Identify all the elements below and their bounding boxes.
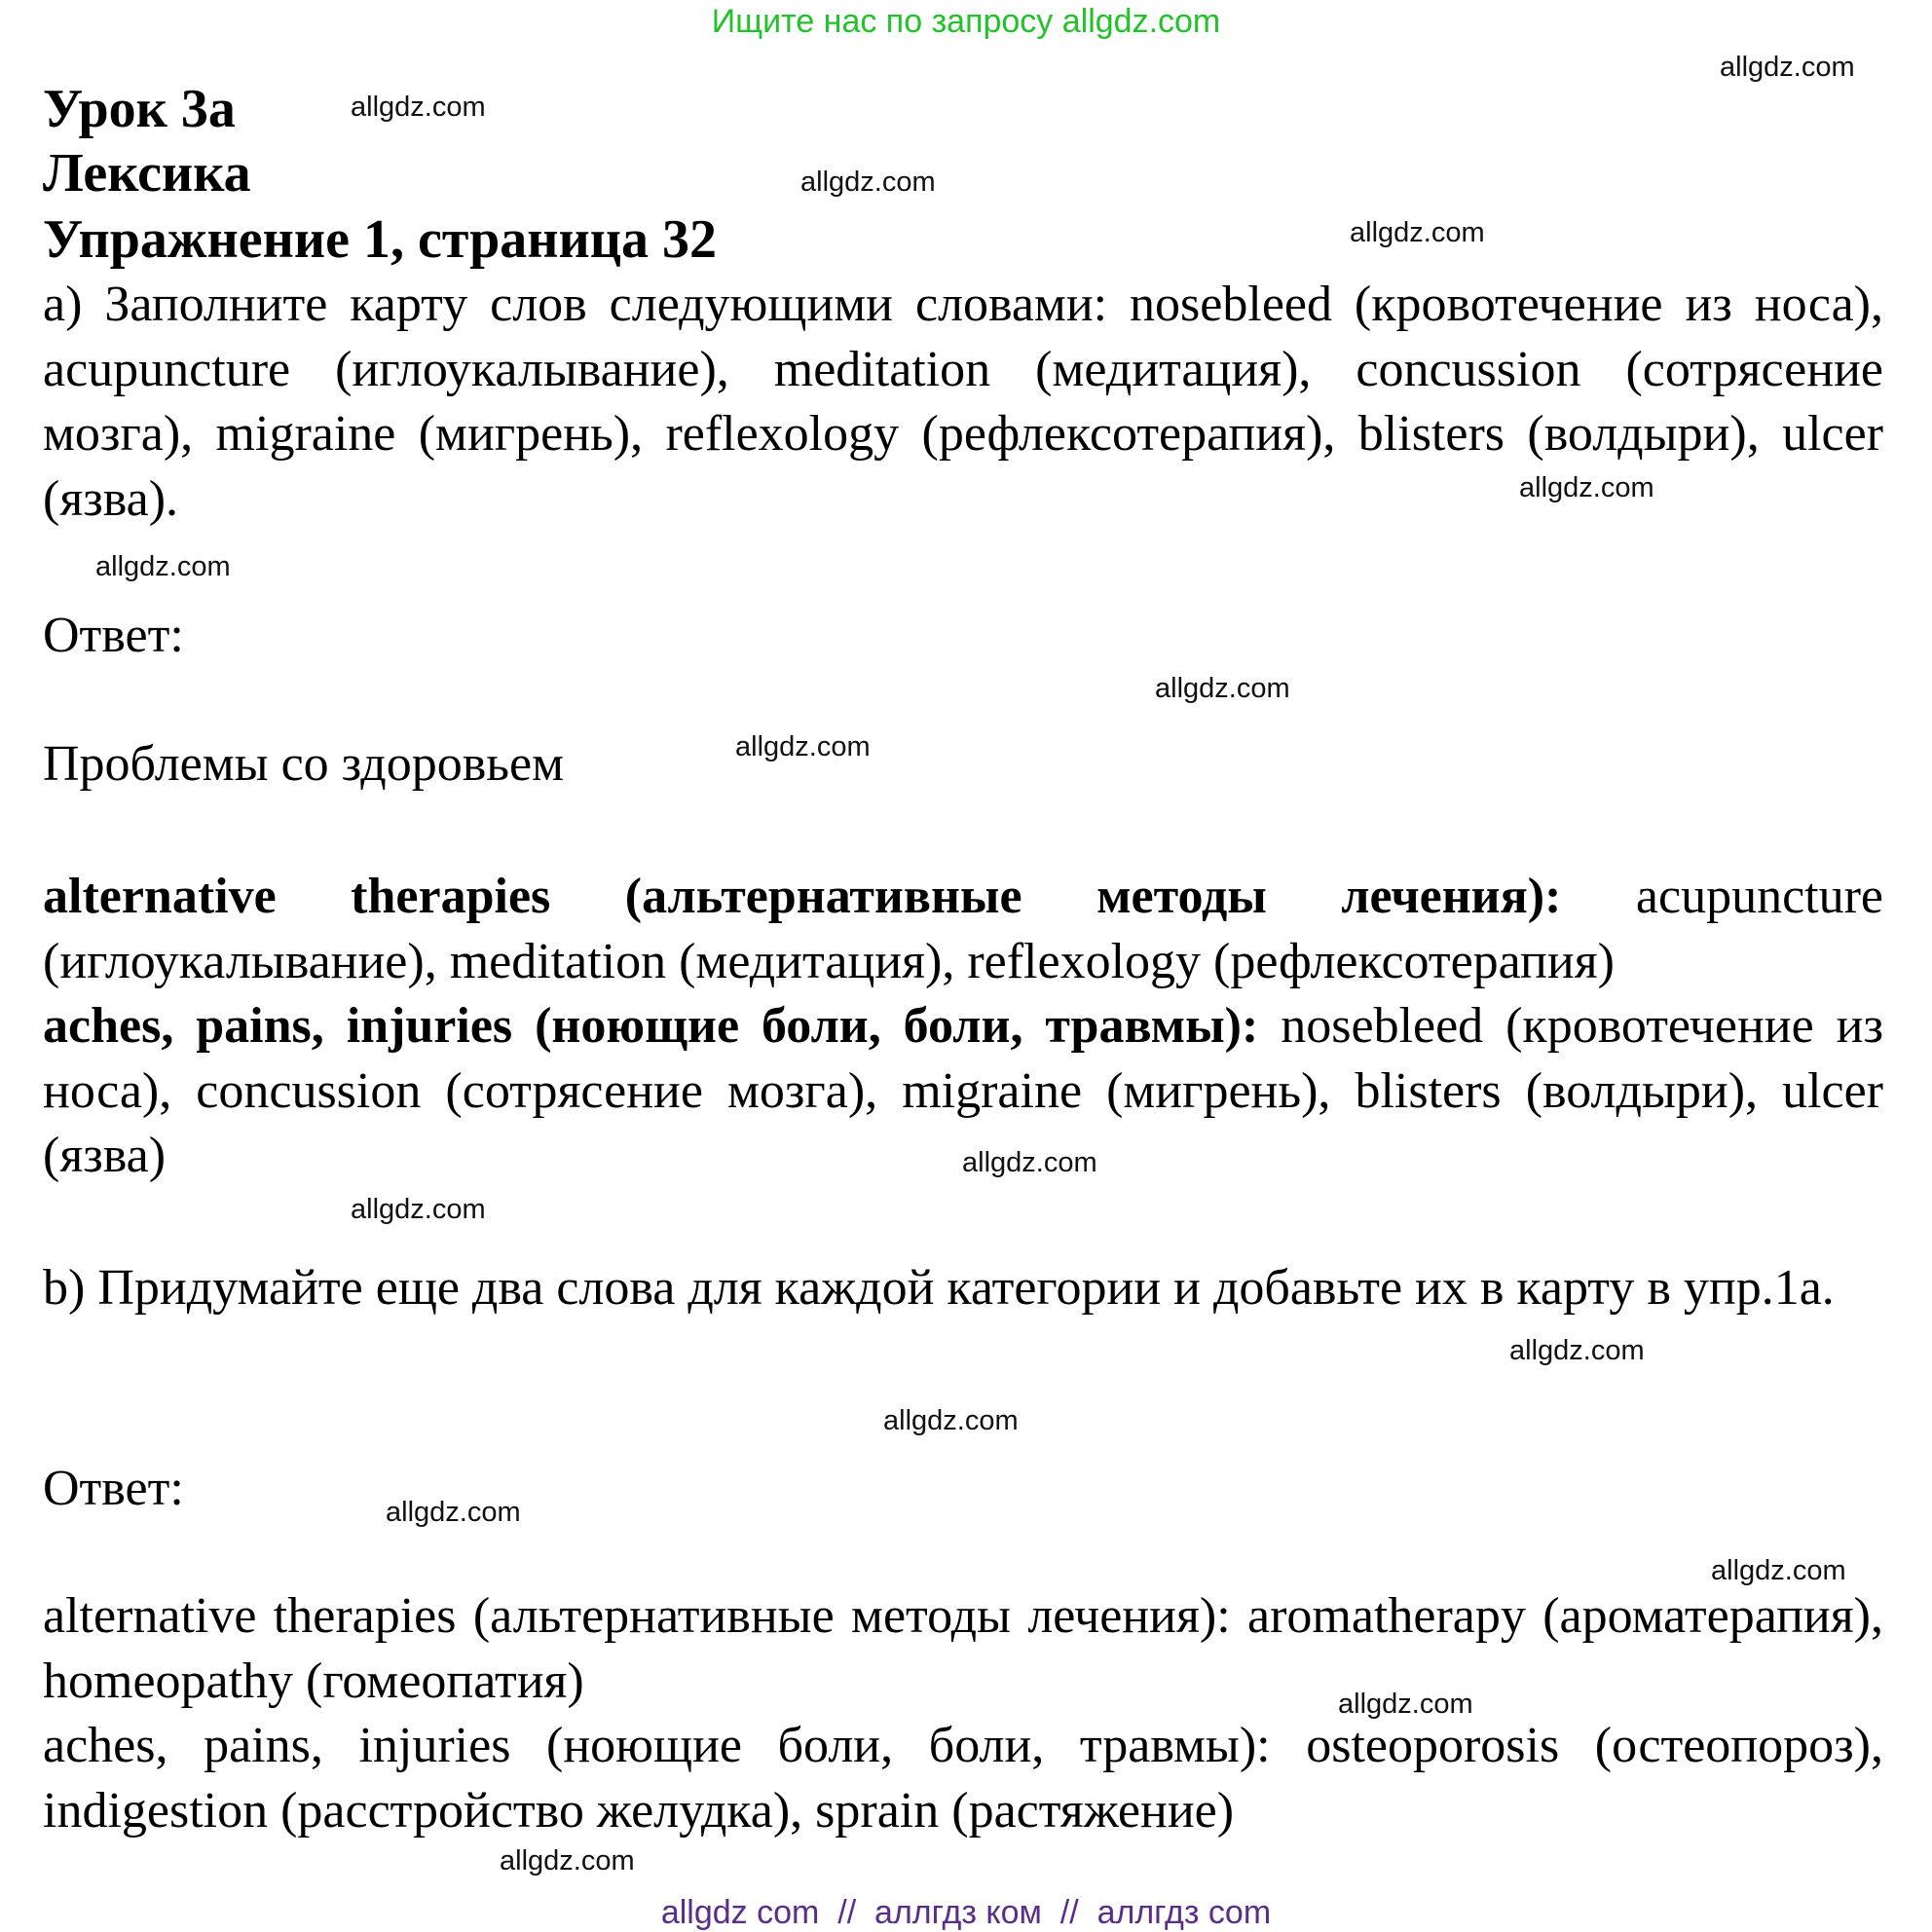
answer-b-alternative: alternative therapies (альтернативные методы лечения): aromatherapy (ароматерапия), homeopathy (гомеопатия) [43,1588,1883,1709]
watermark: allgdz.com [1338,1689,1473,1720]
answer-b-aches: aches, pains, injuries (ноющие боли, боли, травмы): osteoporosis (остеопороз), indigestion (расстройство желудка), sprain (растяжение) [43,1718,1883,1839]
category-alternative-therapies [43,865,1883,994]
watermark: allgdz.com [1509,1335,1645,1366]
task-b-text: b) Придумайте еще два слова для каждой категории и добавьте их в карту в упр.1a. [43,1260,1835,1316]
watermark: allgdz.com [1155,673,1290,704]
category-words: nosebleed (кровотечение из носа), concussion (сотрясение мозга), migraine (мигрень), blisters (волдыри), ulcer (язва) [43,998,1883,1183]
word-map-title: Проблемы со здоровьем [43,736,564,792]
watermark: allgdz.com [95,551,231,582]
category-label: alternative therapies (альтернативные методы лечения): [43,869,1562,924]
search-banner: Ищите нас по запросу allgdz.com [711,3,1221,40]
category-label: aches, pains, injuries (ноющие боли, боли, травмы): [43,998,1259,1054]
watermark: allgdz.com [735,731,871,762]
watermark: allgdz.com [1519,472,1654,503]
watermark: allgdz.com [386,1497,521,1528]
watermark: allgdz.com [351,1194,486,1225]
topic-heading: Лексика [43,143,251,204]
watermark: allgdz.com [1350,217,1485,248]
answer-label-1: Ответ: [43,608,184,663]
task-a-text: a) Заполните карту слов следующими словами: nosebleed (кровотечение из носа), acupuncture (иглоукалывание), meditation (медитация), concussion (сотрясение мозга), migraine (мигрень), reflexology (рефлексотерапия), blisters (волдыри), ulcer (язва). [43,277,1883,527]
watermark: allgdz.com [351,92,486,123]
watermark: allgdz.com [500,1845,635,1876]
watermark: allgdz.com [962,1147,1097,1178]
footer-links: allgdz com // аллгдз ком // аллгдз com [660,1894,1272,1931]
watermark: allgdz.com [1711,1555,1846,1586]
watermark: allgdz.com [800,167,936,198]
watermark: allgdz.com [883,1405,1019,1436]
lesson-heading: Урок 3a [43,79,236,139]
answer-label-2: Ответ: [43,1461,184,1516]
category-words: acupuncture (иглоукалывание), meditation (медитация), reflexology (рефлексотерапия) [43,869,1883,989]
exercise-heading: Упражнение 1, страница 32 [43,209,718,270]
watermark: allgdz.com [1720,52,1855,83]
